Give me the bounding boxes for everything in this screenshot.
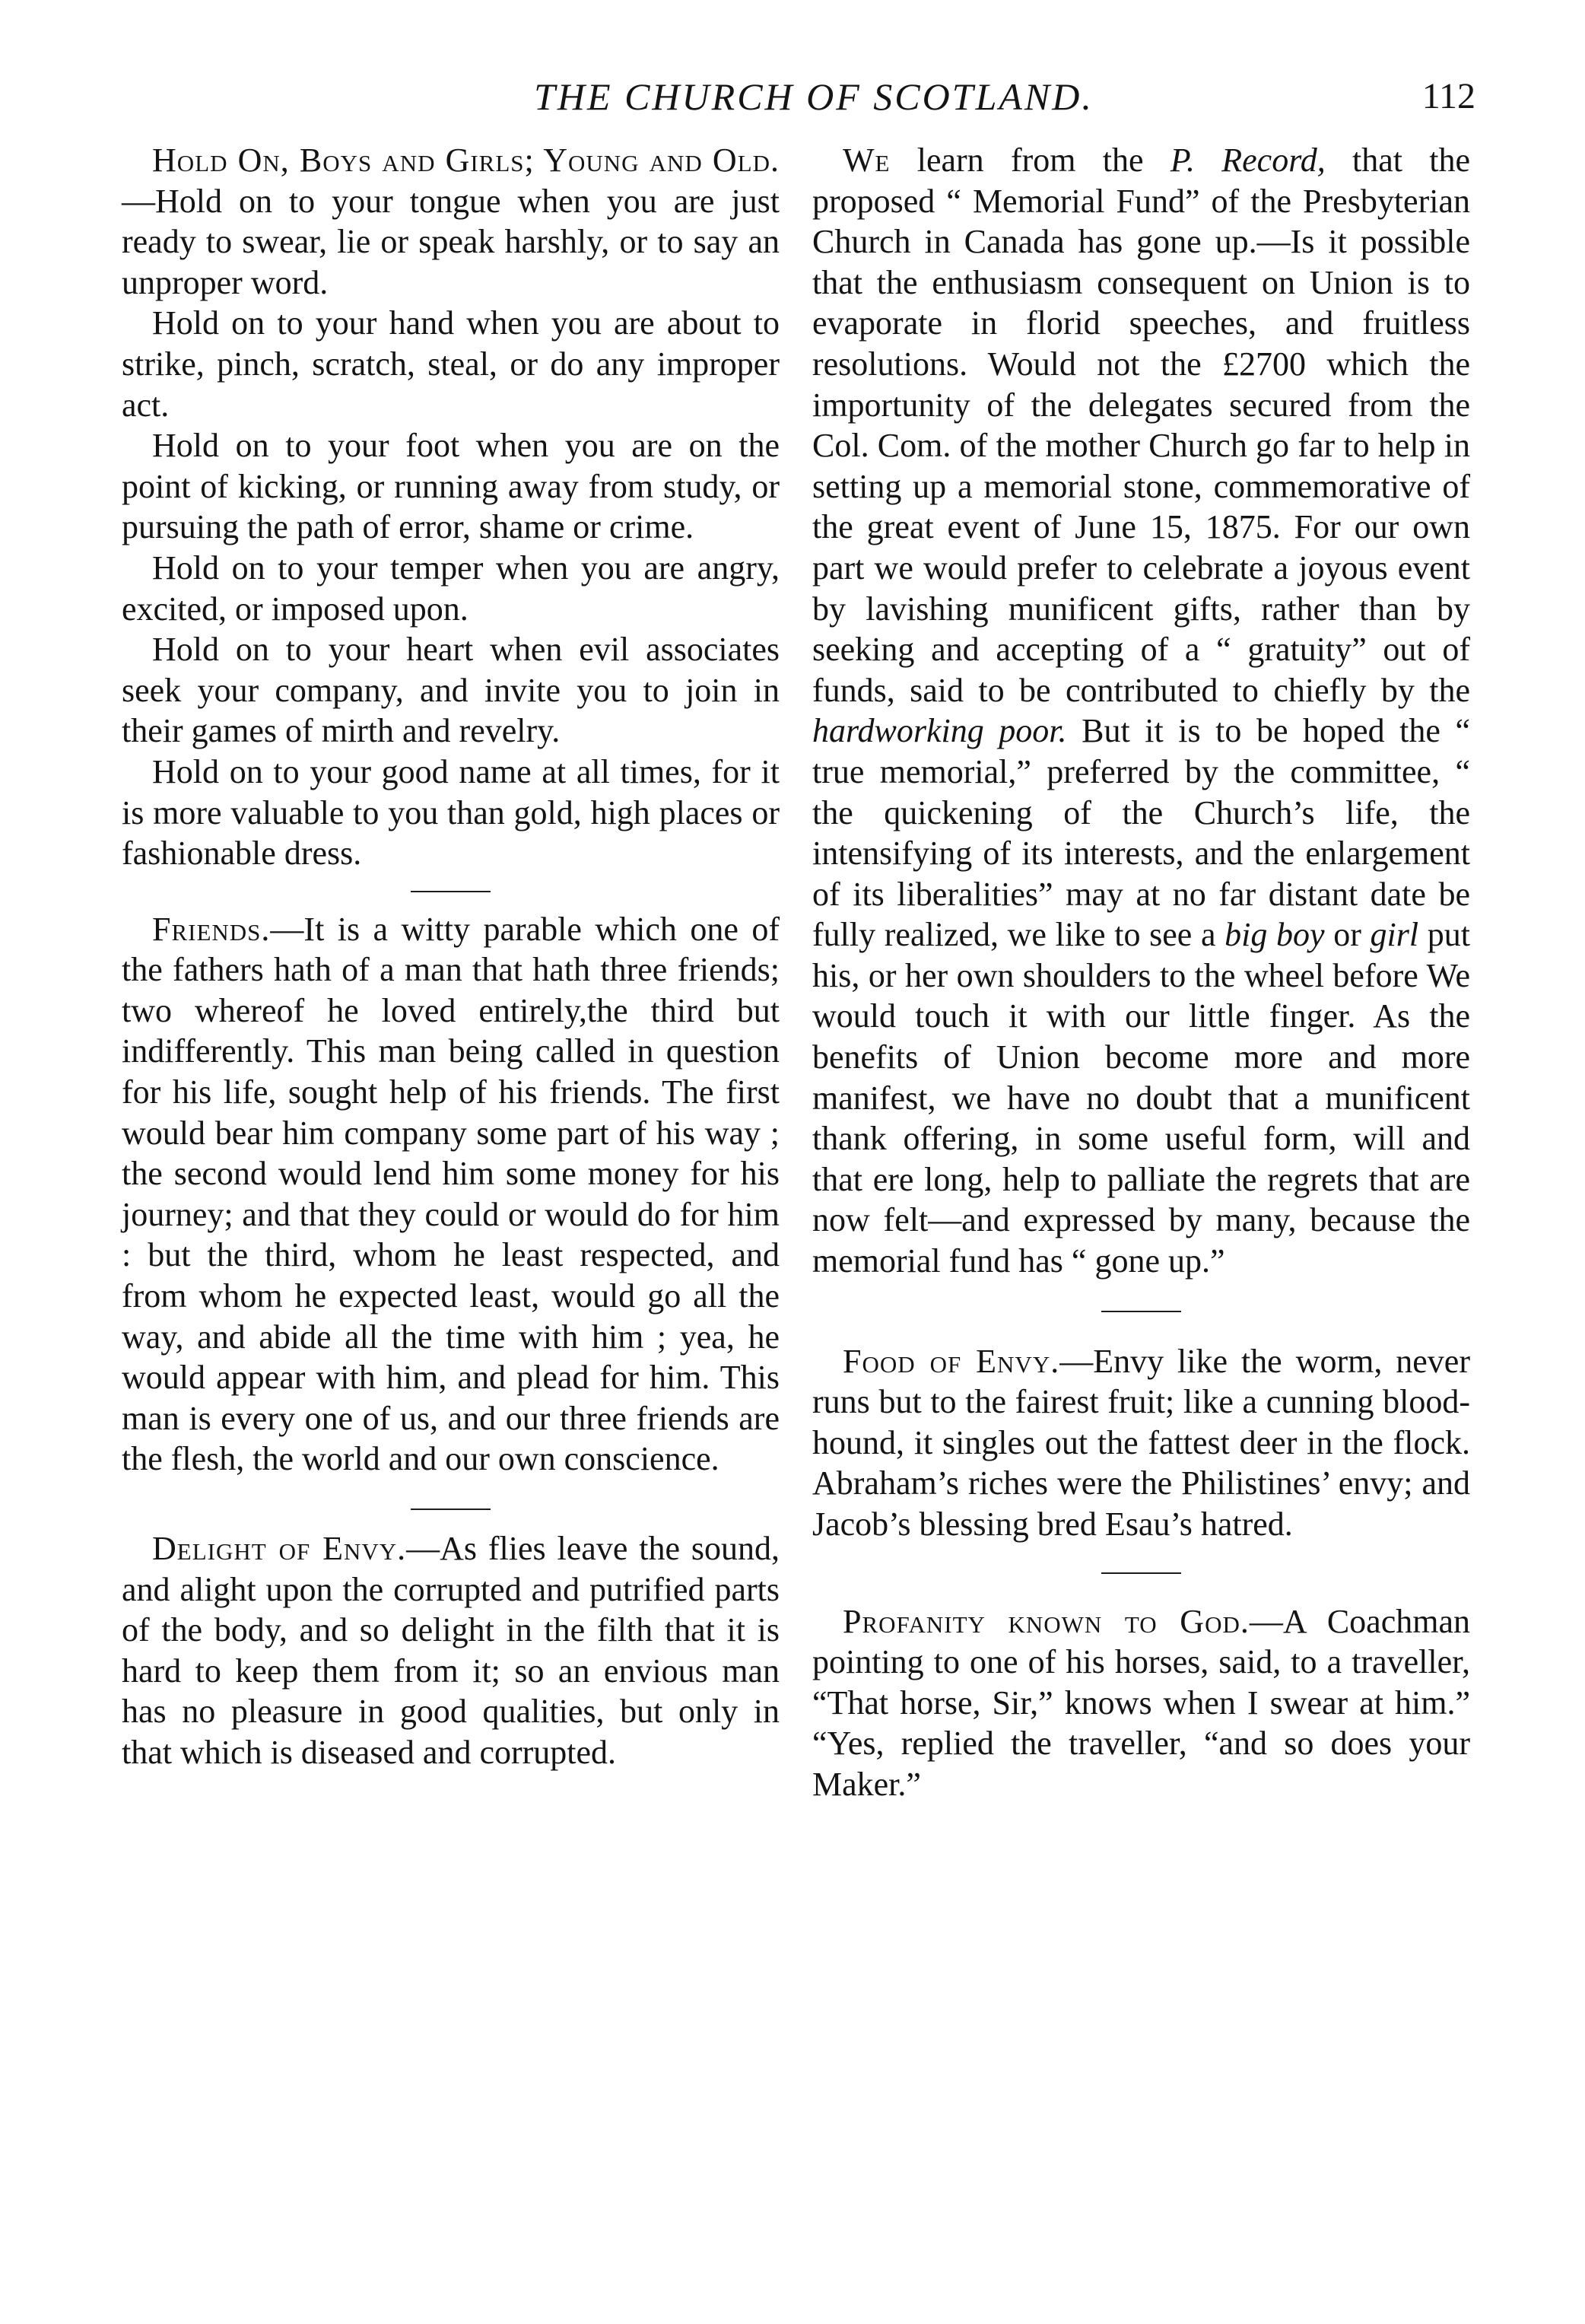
article-paragraph: Hold on to your good name at all times, for it is more valuable to you than gold, high places or fashionable dress. [122, 752, 780, 873]
emphasis-text: girl [1370, 916, 1419, 954]
delight-of-envy-article [122, 1528, 780, 1773]
friends-article [122, 909, 780, 1480]
left-column [122, 140, 780, 1773]
article-text: But it is to be hoped the “ true memorial,” preferred by the committee, “ the quickening of the Church’s life, the intensifying of its interests, and the enlargement of its liberalities” may at no far distant date be fully realized, we like to see a [812, 712, 1470, 954]
food-of-envy-article [812, 1341, 1470, 1545]
emphasis-text: big boy [1224, 916, 1325, 954]
article-heading: Delight of Envy. [152, 1530, 407, 1567]
article-text: —A Coachman pointing to one of his horses, said, to a traveller, “That horse, Sir,” knows when I swear at him.” “Yes, replied the traveller, “and so does your Maker.” [812, 1602, 1470, 1803]
article-paragraph [812, 1341, 1470, 1545]
section-divider [1101, 1311, 1181, 1312]
article-lead-word: We [843, 141, 891, 179]
emphasis-text: hardworking poor. [812, 712, 1067, 750]
article-text: that the proposed “ Memorial Fund” of the Presbyterian Church in Canada has gone up.—Is it possible that the enthusiasm consequent on Union is to evaporate in florid speeches, and fruitless resolutions. Would not the £2700 which the importunity of the delegates secured from the Col. Com. of the mother Church go far to help in setting up a memorial stone, commemorative of the great event of June 15, 1875. For our own part we would prefer to celebrate a joyous event by lavishing munificent gifts, rather than by seeking and accepting of a “ gratuity” out of funds, said to be contributed to chiefly by the [812, 141, 1471, 709]
article-text: —Envy like the worm, never runs but to the fairest fruit; like a cunning blood-hound, it singles out the fattest deer in the flock. Abraham’s riches were the Philistines’ envy; and Jacob’s blessing bred Esau’s hatred. [812, 1342, 1470, 1543]
memorial-fund-article [812, 140, 1470, 1282]
article-text: —It is a witty parable which one of the fathers hath of a man that hath three friends; two whereof he loved entirely,the third but indifferently. This man being called in question for his life, sought help of his friends. The first would bear him company some part of his way ; the second would lend him some money for his journey; and that they could or would do for him : but the third, whom he least respected, and from whom he expected least, would go all the way, and abide all the time with him ; yea, he would appear with him, and plead for him. This man is every one of us, and our three friends are the flesh, the world and our own conscience. [122, 910, 780, 1478]
running-title: THE CHURCH OF SCOTLAND. [534, 75, 1094, 118]
article-heading: Profanity known to God. [843, 1602, 1250, 1640]
article-heading: Hold On, Boys and Girls; Young and Old. [152, 141, 780, 179]
article-paragraph: Hold on to your temper when you are angry, excited, or imposed upon. [122, 548, 780, 628]
section-divider [411, 891, 491, 892]
article-paragraph [122, 1528, 780, 1773]
article-text: or [1324, 916, 1371, 954]
article-text: —Hold on to your tongue when you are just ready to swear, lie or speak harshly, or to say an unproper word. [122, 182, 780, 301]
article-paragraph [122, 909, 780, 1480]
hold-on-article [122, 140, 780, 874]
section-divider [1101, 1572, 1181, 1574]
article-paragraph: Hold on to your hand when you are about to strike, pinch, scratch, steal, or do any improper act. [122, 304, 780, 424]
article-heading: Food of Envy. [843, 1342, 1060, 1380]
article-paragraph [812, 140, 1470, 1282]
article-paragraph: Hold on to your heart when evil associates seek your company, and invite you to join in their games of mirth and revelry. [122, 631, 780, 750]
article-paragraph [122, 140, 780, 303]
article-paragraph [812, 1601, 1470, 1805]
right-column [812, 140, 1470, 1805]
article-heading: Friends. [152, 910, 271, 948]
section-divider [411, 1509, 491, 1510]
page-number: 112 [1421, 76, 1475, 116]
page-header [152, 70, 1475, 123]
article-paragraph: Hold on to your foot when you are on the point of kicking, or running away from study, or pursuing the path of error, shame or crime. [122, 427, 780, 546]
profanity-article [812, 1601, 1470, 1805]
article-text: put his, or her own shoulders to the wheel before We would touch it with our little finger. As the benefits of Union become more and more manifest, we have no doubt that a munificent thank offering, in some useful form, will and that ere long, help to palliate the regrets that are now felt—and expressed by many, because the memorial fund has “ gone up.” [812, 916, 1470, 1280]
source-citation: P. Record, [1170, 141, 1326, 179]
article-text: learn from the [890, 141, 1170, 179]
article-text: —As flies leave the sound, and alight upon the corrupted and putrified parts of the body, and so delight in the filth that it is hard to keep them from it; so an envious man has no pleasure in good qualities, but only in that which is diseased and corrupted. [122, 1530, 780, 1771]
